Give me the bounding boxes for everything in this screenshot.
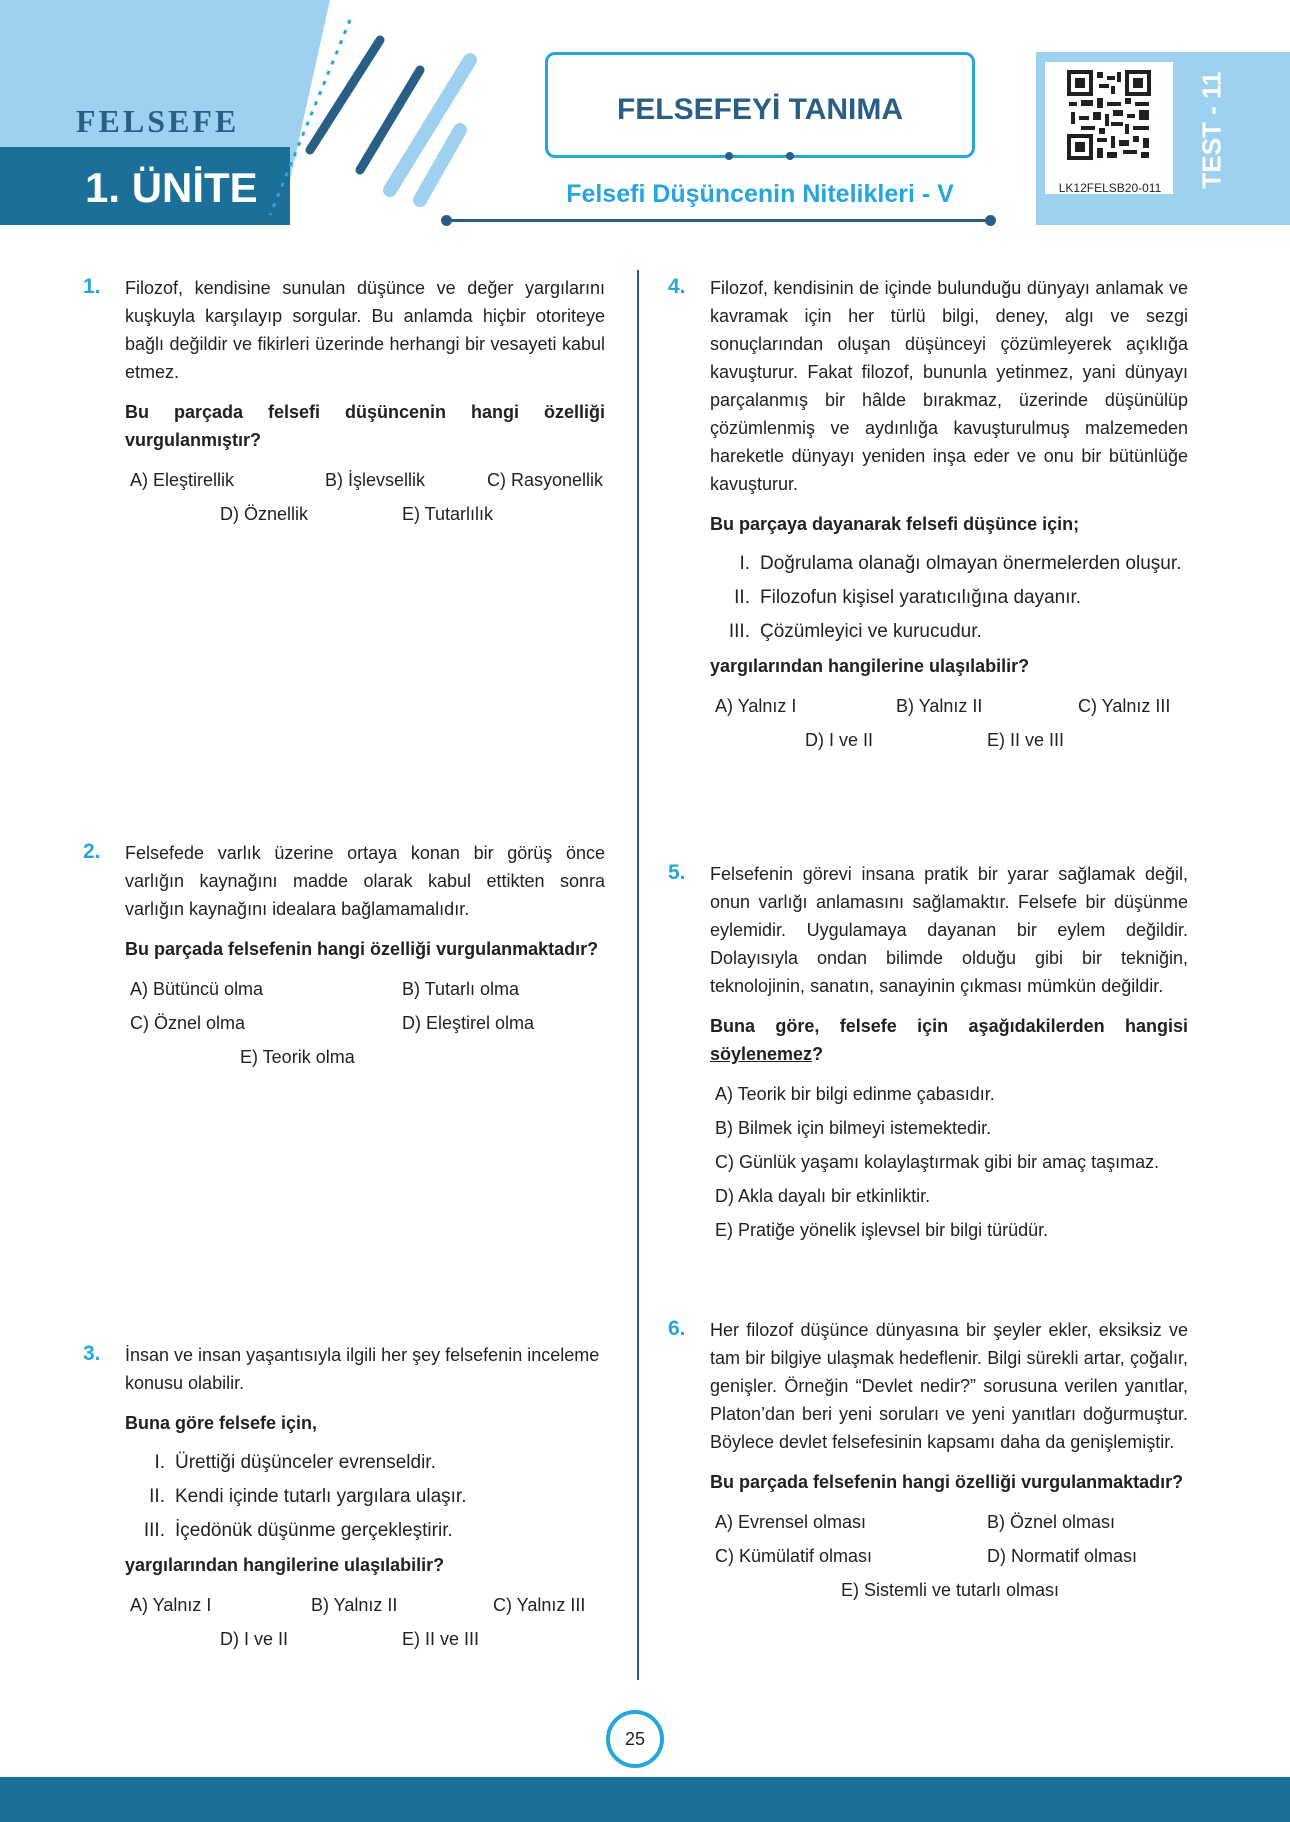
statement-3 [710,618,1188,652]
subject-label: FELSEFE [76,103,240,139]
statement-text: Çözümleyici ve kurucudur. [760,621,982,642]
question-4-number: 4. [668,275,686,298]
option-b[interactable]: B) Tutarlı olma [402,979,520,999]
question-3 [125,1341,605,1659]
statement-roman: I. [739,553,750,574]
question-2-options-row-3 [125,1043,605,1077]
statement-text: Ürettiği düşünceler evrenseldir. [175,1452,436,1473]
option-d[interactable]: D) Öznellik [220,504,309,524]
title-dot-right [786,152,794,160]
statement-2 [125,1483,605,1517]
option-d[interactable]: D) I ve II [220,1629,289,1649]
question-3-options-row-1 [125,1591,605,1625]
question-5 [710,860,1188,1250]
question-2 [125,839,605,1077]
option-b[interactable]: B) Öznel olması [987,1512,1116,1532]
statement-roman: II. [734,587,750,608]
subtitle-rule [445,219,990,222]
statement-text: Doğrulama olanağı olmayan önermelerden oluşur. [760,553,1182,574]
column-divider [637,270,639,1680]
question-5-prompt-text: Buna göre, felsefe için aşağıdakilerden hangisi [710,1016,1188,1036]
question-6-options-row-2 [710,1542,1188,1576]
qr-caption: LK12FELSB20-011 [1058,181,1162,195]
question-2-options-row-1 [125,975,605,1009]
question-6-options-row-3 [710,1576,1188,1610]
unit-number: 1. ÜNİTE [85,164,258,211]
option-a[interactable]: A) Eleştirellik [130,470,235,490]
option-e[interactable]: E) II ve III [987,730,1065,750]
option-d[interactable]: D) I ve II [805,730,874,750]
footer-band [0,1777,1290,1822]
statement-2 [710,584,1188,618]
question-1-options-row-2 [125,500,605,534]
question-1-options-row-1 [125,466,605,500]
question-3-prompt: Buna göre felsefe için, [125,1413,318,1433]
question-6-number: 6. [668,1317,686,1340]
question-5-stem: Felsefenin görevi insana pratik bir yarar sağlamak değil, onun varlığı anlamasını sağlamaktır. Felsefe bir düşünme eylemidir. Uygulamaya dayanan bir eylem değildir. Dolayısıyla ondan bilimde olduğu gibi bir tekniğin, teknolojinin, sanatın, sanayinin çıkması mümkün değildir. [710,864,1188,996]
rule-dot-right [985,215,996,226]
question-4-prompt: Bu parçaya dayanarak felsefi düşünce için; [710,514,1080,534]
statement-3 [125,1517,605,1551]
option-c[interactable]: C) Günlük yaşamı kolaylaştırmak gibi bir amaç taşımaz. [715,1152,1160,1172]
question-4-statements [710,550,1188,652]
question-3-options-row-2 [125,1625,605,1659]
qr-code-graphic [1045,62,1173,180]
question-4 [710,274,1188,760]
option-c[interactable]: C) Öznel olma [130,1013,246,1033]
option-e[interactable]: E) Teorik olma [240,1047,355,1067]
option-e[interactable]: E) Tutarlılık [402,504,494,524]
statement-text: İçedönük düşünme gerçekleştirir. [175,1520,453,1541]
question-5-options [710,1080,1188,1250]
question-5-number: 5. [668,861,686,884]
test-number: TEST - 11 [1196,71,1227,189]
question-3-stem: İnsan ve insan yaşantısıyla ilgili her şey felsefenin inceleme konusu olabilir. [125,1345,600,1393]
option-d[interactable]: D) Eleştirel olma [402,1013,535,1033]
question-4-prompt-2: yargılarından hangilerine ulaşılabilir? [710,656,1030,676]
statement-roman: III. [728,621,750,642]
question-5-prompt-emphasis: söylenemez [710,1044,813,1064]
option-d[interactable]: D) Normatif olması [987,1546,1138,1566]
statement-roman: III. [143,1520,165,1541]
question-3-number: 3. [83,1342,101,1365]
option-d[interactable]: D) Akla dayalı bir etkinliktir. [715,1186,931,1206]
question-6-options-row-1 [710,1508,1188,1542]
statement-roman: II. [149,1486,165,1507]
question-1-number: 1. [83,275,101,298]
test-number-label [1192,60,1232,200]
statement-roman: I. [154,1452,165,1473]
option-c[interactable]: C) Kümülatif olması [715,1546,873,1566]
question-2-stem: Felsefede varlık üzerine ortaya konan bir görüş önce varlığın kaynağını madde olarak kabul ettikten sonra varlığın kaynağını idealara bağlamamalıdır. [125,843,605,919]
option-a[interactable]: A) Yalnız I [715,696,797,716]
question-5-prompt-end: ? [812,1044,824,1064]
title-dot-left [725,152,733,160]
option-e[interactable]: E) Sistemli ve tutarlı olması [841,1580,1060,1600]
statement-1 [125,1449,605,1483]
option-e[interactable]: E) Pratiğe yönelik işlevsel bir bilgi türüdür. [715,1220,1049,1240]
option-b[interactable]: B) Bilmek için bilmeyi istemektedir. [715,1118,992,1138]
question-4-options-row-1 [710,692,1188,726]
statement-1 [710,550,1188,584]
statement-text: Kendi içinde tutarlı yargılara ulaşır. [175,1486,467,1507]
option-a[interactable]: A) Teorik bir bilgi edinme çabasıdır. [715,1084,995,1104]
question-6 [710,1316,1188,1610]
option-e[interactable]: E) II ve III [402,1629,480,1649]
question-2-number: 2. [83,840,101,863]
option-b[interactable]: B) Yalnız II [896,696,983,716]
option-c[interactable]: C) Yalnız III [493,1595,586,1615]
test-subtitle: Felsefi Düşüncenin Nitelikleri - V [566,180,954,208]
question-1-stem: Filozof, kendisine sunulan düşünce ve değer yargılarını kuşkuyla karşılayıp sorgular. Bu anlamda hiçbir otoriteye bağlı değildir ve fikirleri üzerinde herhangi bir vesayeti kabul etmez. [125,278,605,382]
question-1 [125,274,605,534]
option-c[interactable]: C) Rasyonellik [487,470,604,490]
question-5-prompt [710,1012,1188,1068]
option-b[interactable]: B) Yalnız II [311,1595,398,1615]
option-a[interactable]: A) Bütüncü olma [130,979,264,999]
statement-text: Filozofun kişisel yaratıcılığına dayanır. [760,587,1082,608]
question-4-options-row-2 [710,726,1188,760]
page-number: 25 [606,1710,664,1768]
question-1-prompt: Bu parçada felsefi düşüncenin hangi özelliği vurgulanmıştır? [125,402,605,450]
question-2-options-row-2 [125,1009,605,1043]
question-4-stem: Filozof, kendisinin de içinde bulunduğu dünyayı anlamak ve kavramak için her türlü bilgi, deney, algı ve sezgi sonuçlarından oluşan düşünceyi çözümleyerek açıklığa kavuşturur. Fakat filozof, bununla yetinmez, yani dünyayı parçalanmış bir hâlde bırakmaz, üzerinde düşünülüp çözümlenmiş ve aydınlığa kavuşturulmuş malzemeden hareketle dünyayı yeniden inşa eder ve onu bir bütünlüğe kavuşturur. [710,278,1188,494]
rule-dot-left [441,215,452,226]
test-title: FELSEFEYİ TANIMA [616,93,904,126]
question-3-prompt-2: yargılarından hangilerine ulaşılabilir? [125,1555,445,1575]
question-6-prompt: Bu parçada felsefenin hangi özelliği vurgulanmaktadır? [710,1472,1184,1492]
question-2-prompt: Bu parçada felsefenin hangi özelliği vurgulanmaktadır? [125,939,599,959]
question-3-statements [125,1449,605,1551]
option-a[interactable]: A) Evrensel olması [715,1512,867,1532]
option-b[interactable]: B) İşlevsellik [325,470,426,490]
test-title-box [545,52,975,158]
option-c[interactable]: C) Yalnız III [1078,696,1171,716]
question-6-stem: Her filozof düşünce dünyasına bir şeyler ekler, eksiksiz ve tam bir bilgiye ulaşmak hedeflenir. Bilgi sürekli artar, çoğalır, genişler. Örneğin “Devlet nedir?” sorusuna verilen yanıtlar, Platon’dan beri yeni soruları ve yeni yanıtları doğurmuştur. Böylece devlet felsefesinin kapsamı daha da genişlemiştir. [710,1320,1188,1452]
option-a[interactable]: A) Yalnız I [130,1595,212,1615]
qr-code[interactable] [1045,62,1173,194]
